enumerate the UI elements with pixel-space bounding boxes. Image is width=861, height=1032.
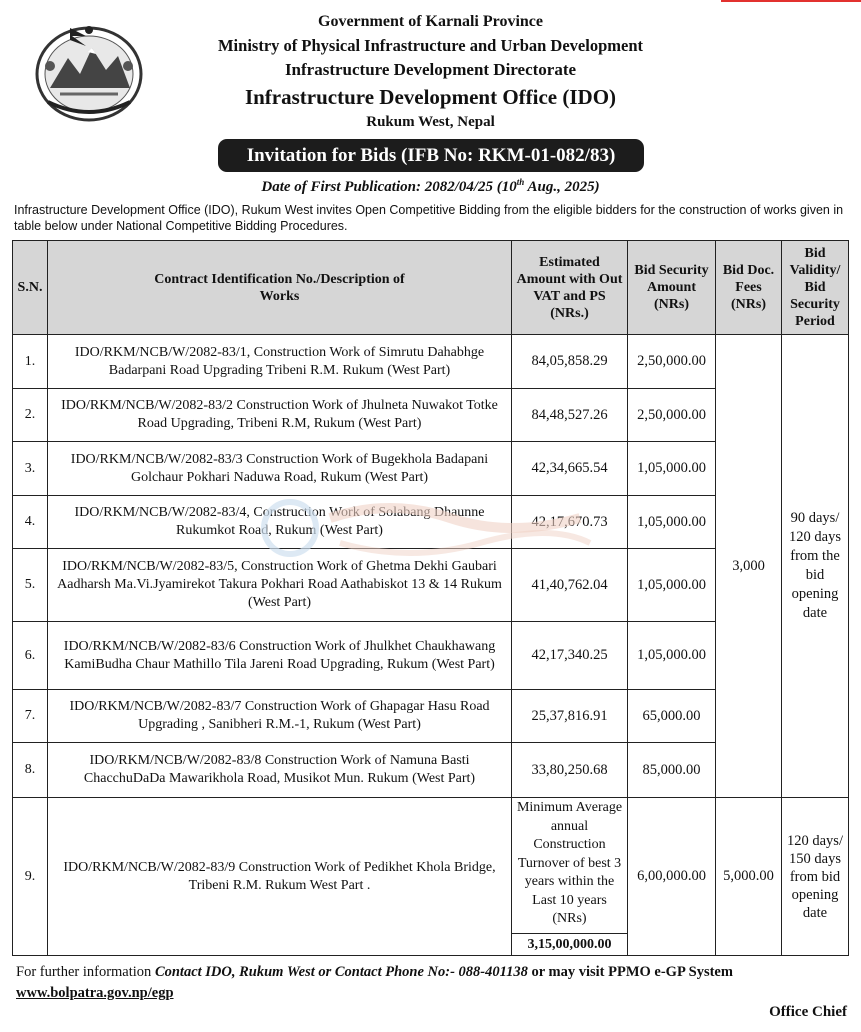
turnover-amount: 3,15,00,000.00 bbox=[512, 933, 627, 955]
row-estimate: 42,17,670.73 bbox=[512, 496, 628, 549]
table-row bbox=[13, 798, 849, 956]
row-description: IDO/RKM/NCB/W/2082-83/4, Construction Work of Solabang Dhaunne Rukumkot Road, Rukum (West Part) bbox=[48, 496, 512, 549]
col-header-description: Contract Identification No./Description of Works bbox=[48, 241, 512, 335]
row-estimate: 25,37,816.91 bbox=[512, 690, 628, 743]
office-chief-signature: Office Chief bbox=[769, 1004, 847, 1020]
table-row bbox=[13, 335, 849, 389]
row-security: 1,05,000.00 bbox=[628, 622, 716, 690]
row-security: 2,50,000.00 bbox=[628, 389, 716, 442]
bid-doc-fees-row9: 5,000.00 bbox=[716, 798, 782, 956]
bid-validity-group1: 90 days/ 120 days from the bid opening date bbox=[782, 335, 849, 798]
row-estimate: 84,05,858.29 bbox=[512, 335, 628, 389]
row-description: IDO/RKM/NCB/W/2082-83/5, Construction Work of Ghetma Dekhi Gaubari Aadharsh Ma.Vi.Jyamirekot Takura Pokhari Road Aathabiskot 13 & 14 Rukum (West Part) bbox=[48, 549, 512, 622]
row-sn: 1. bbox=[13, 335, 48, 389]
publication-date: Date of First Publication: 2082/04/25 (10th Aug., 2025) bbox=[261, 177, 600, 195]
row-description: IDO/RKM/NCB/W/2082-83/9 Construction Work of Pedikhet Khola Bridge, Tribeni R.M. Rukum West Part . bbox=[48, 798, 512, 956]
col-header-validity: Bid Validity/ Bid Security Period bbox=[782, 241, 849, 335]
header-office: Infrastructure Development Office (IDO) bbox=[244, 85, 617, 109]
row-security: 1,05,000.00 bbox=[628, 496, 716, 549]
row-security: 65,000.00 bbox=[628, 690, 716, 743]
turnover-label: Minimum Average annual Construction Turnover of best 3 years within the Last 10 years (NRs) bbox=[516, 800, 623, 926]
intro-paragraph: Infrastructure Development Office (IDO), Rukum West invites Open Competitive Bidding from the eligible bidders for the construction of works given in table below under National Competitive Bidding Procedures. bbox=[14, 203, 844, 233]
col-header-estimate: Estimated Amount with Out VAT and PS (NRs.) bbox=[512, 241, 628, 335]
row-sn: 3. bbox=[13, 442, 48, 496]
row-sn: 4. bbox=[13, 496, 48, 549]
col-header-security: Bid Security Amount (NRs) bbox=[628, 241, 716, 335]
row-sn: 7. bbox=[13, 690, 48, 743]
bids-table bbox=[12, 240, 849, 956]
header-directorate: Infrastructure Development Directorate bbox=[284, 60, 577, 79]
bid-doc-fees-group1: 3,000 bbox=[716, 335, 782, 798]
row-estimate: 41,40,762.04 bbox=[512, 549, 628, 622]
row-sn: 6. bbox=[13, 622, 48, 690]
row-sn: 8. bbox=[13, 743, 48, 798]
row-security: 1,05,000.00 bbox=[628, 442, 716, 496]
row-estimate: 42,17,340.25 bbox=[512, 622, 628, 690]
row-description: IDO/RKM/NCB/W/2082-83/3 Construction Work of Bugekhola Badapani Golchaur Pokhari Naduwa Road, Rukum (West Part) bbox=[48, 442, 512, 496]
row-sn: 9. bbox=[13, 798, 48, 956]
row-security: 85,000.00 bbox=[628, 743, 716, 798]
row-description: IDO/RKM/NCB/W/2082-83/8 Construction Work of Namuna Basti ChacchuDaDa Mawarikhola Road, Musikot Mun. Rukum (West Part) bbox=[48, 743, 512, 798]
header-location: Rukum West, Nepal bbox=[366, 114, 495, 130]
row-estimate: 84,48,527.26 bbox=[512, 389, 628, 442]
col-header-fees: Bid Doc. Fees (NRs) bbox=[716, 241, 782, 335]
row-sn: 2. bbox=[13, 389, 48, 442]
row-description: IDO/RKM/NCB/W/2082-83/7 Construction Work of Ghapagar Hasu Road Upgrading , Sanibheri R.M.-1, Rukum (West Part) bbox=[48, 690, 512, 743]
row-estimate: 33,80,250.68 bbox=[512, 743, 628, 798]
row-sn: 5. bbox=[13, 549, 48, 622]
header-government: Government of Karnali Province bbox=[318, 13, 543, 30]
row-description: IDO/RKM/NCB/W/2082-83/6 Construction Work of Jhulkhet Chaukhawang KamiBudha Chaur Mathillo Tila Jareni Road Upgrading, Rukum (West Part) bbox=[48, 622, 512, 690]
row-description: IDO/RKM/NCB/W/2082-83/1, Construction Work of Simrutu Dahabhge Badarpani Road Upgrading Tribeni R.M. Rukum (West Part) bbox=[48, 335, 512, 389]
row-security: 1,05,000.00 bbox=[628, 549, 716, 622]
top-accent-bar bbox=[721, 0, 861, 2]
row-security: 6,00,000.00 bbox=[628, 798, 716, 956]
bid-validity-row9: 120 days/ 150 days from bid opening date bbox=[782, 798, 849, 956]
row-security: 2,50,000.00 bbox=[628, 335, 716, 389]
row-description: IDO/RKM/NCB/W/2082-83/2 Construction Work of Jhulneta Nuwakot Totke Road Upgrading, Tribeni R.M, Rukum (West Part) bbox=[48, 389, 512, 442]
row-estimate: 42,34,665.54 bbox=[512, 442, 628, 496]
footer-contact-line: For further information Contact IDO, Rukum West or Contact Phone No:- 088-401138 or may visit PPMO e-GP System bbox=[16, 964, 733, 980]
row-turnover-cell bbox=[512, 798, 628, 956]
egp-link[interactable]: www.bolpatra.gov.np/egp bbox=[16, 985, 174, 1001]
header-ministry: Ministry of Physical Infrastructure and Urban Development bbox=[217, 36, 643, 55]
table-header-row bbox=[13, 241, 849, 335]
ifb-title-banner: Invitation for Bids (IFB No: RKM-01-082/83) bbox=[218, 139, 644, 172]
col-header-sn: S.N. bbox=[13, 241, 48, 335]
